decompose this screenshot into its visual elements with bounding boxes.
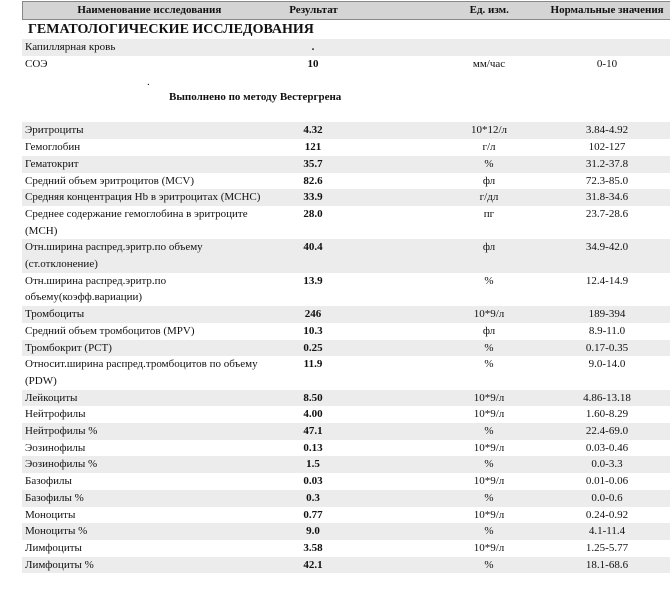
test-result: 0.13	[303, 441, 323, 454]
test-unit: фл	[482, 241, 496, 254]
test-norm: 0.0-3.3	[591, 458, 623, 471]
test-unit: %	[484, 491, 494, 504]
test-norm: 12.4-14.9	[585, 274, 629, 287]
table-row	[22, 440, 670, 457]
test-unit: 10*9/л	[473, 441, 505, 454]
test-norm: 102-127	[588, 141, 626, 154]
table-header	[22, 1, 670, 20]
test-result: 0.77	[303, 508, 323, 521]
note-dot: .	[147, 76, 150, 89]
header-unit: Ед. изм.	[469, 4, 509, 16]
test-norm: 1.25-5.77	[585, 541, 629, 554]
test-norm: 9.0-14.0	[588, 358, 626, 371]
test-norm: 0.01-0.06	[585, 475, 629, 488]
test-name: Тромбоциты	[25, 308, 85, 321]
table-row	[22, 456, 670, 473]
table-row	[22, 173, 670, 190]
test-unit: г/л	[482, 141, 496, 154]
test-norm: 4.86-13.18	[583, 391, 631, 404]
test-result: .	[311, 41, 315, 53]
test-unit: фл	[482, 174, 496, 187]
test-result: 121	[304, 141, 322, 154]
test-name: Лимфоциты %	[25, 558, 94, 571]
test-norm: 0-10	[596, 57, 618, 70]
test-name: СОЭ	[25, 57, 48, 70]
test-name: Отн.ширина распред.эритр.по объему (ст.отклонение)	[25, 241, 203, 271]
test-norm: 31.2-37.8	[585, 157, 629, 170]
table-row	[22, 340, 670, 357]
test-result: 1.5	[306, 458, 320, 471]
test-norm: 4.1-11.4	[588, 525, 626, 538]
test-norm: 72.3-85.0	[585, 174, 629, 187]
method-note	[22, 72, 670, 122]
test-result: 246	[304, 308, 322, 321]
table-row	[22, 523, 670, 540]
test-name: Эозинофилы	[25, 441, 86, 454]
table-row	[22, 206, 670, 239]
test-result: 4.32	[303, 124, 323, 137]
table-row	[22, 139, 670, 156]
test-unit: %	[484, 458, 494, 471]
table-row	[22, 390, 670, 407]
test-unit: пг	[483, 207, 495, 220]
test-result: 11.9	[303, 358, 323, 371]
test-result: 10	[307, 57, 319, 70]
test-norm: 18.1-68.6	[585, 558, 629, 571]
header-result: Результат	[289, 4, 338, 16]
test-unit: 10*9/л	[473, 475, 505, 488]
test-name: Эритроциты	[25, 124, 84, 137]
test-result: 33.9	[303, 191, 323, 204]
test-name: Лимфоциты	[25, 541, 82, 554]
table-row	[22, 306, 670, 323]
test-name: Моноциты %	[25, 525, 88, 538]
header-name: Наименование исследования	[77, 4, 222, 16]
test-norm: 8.9-11.0	[588, 324, 626, 337]
test-unit: %	[484, 157, 494, 170]
test-name: Средний объем тромбоцитов (MPV)	[25, 324, 195, 337]
test-result: 0.25	[303, 341, 323, 354]
test-result: 82.6	[303, 174, 323, 187]
test-result: 9.0	[306, 525, 320, 538]
test-unit	[434, 39, 544, 56]
test-norm: 31.8-34.6	[585, 191, 629, 204]
table-row	[22, 239, 670, 272]
test-result: 40.4	[303, 241, 323, 254]
test-unit: %	[484, 558, 494, 571]
test-unit: 10*9/л	[473, 408, 505, 421]
table-row	[22, 540, 670, 557]
test-unit: %	[484, 358, 494, 371]
test-norm: 0.17-0.35	[585, 341, 629, 354]
test-unit: 10*9/л	[473, 541, 505, 554]
test-unit: фл	[482, 324, 496, 337]
test-name: Лейкоциты	[25, 391, 78, 404]
test-result: 13.9	[303, 274, 323, 287]
test-norm: 1.60-8.29	[585, 408, 629, 421]
test-result: 3.58	[303, 541, 323, 554]
test-name: Среднее содержание гемоглобина в эритроците (MCH)	[25, 207, 248, 237]
table-row	[22, 156, 670, 173]
test-result: 8.50	[303, 391, 323, 404]
test-unit: 10*9/л	[473, 391, 505, 404]
test-norm: 3.84-4.92	[585, 124, 629, 137]
test-name: Отн.ширина распред.эритр.по объему(коэфф.вариации)	[25, 274, 167, 304]
test-result: 42.1	[303, 558, 323, 571]
test-unit: %	[484, 341, 494, 354]
test-unit: г/дл	[479, 191, 499, 204]
test-name: Капиллярная кровь	[25, 41, 116, 53]
test-norm: 189-394	[588, 308, 626, 321]
test-name: Базофилы %	[25, 491, 84, 504]
test-unit: %	[484, 425, 494, 438]
note-text: Выполнено по методу Вестергрена	[169, 91, 342, 104]
test-name: Средняя концентрация Hb в эритроцитах (MCHC)	[25, 191, 261, 204]
table-row	[22, 557, 670, 574]
test-name: Относит.ширина распред.тромбоцитов по объему (PDW)	[25, 358, 258, 387]
test-norm	[544, 39, 670, 56]
test-name: Средний объем эритроцитов (MCV)	[25, 174, 195, 187]
test-unit: %	[484, 525, 494, 538]
table-row	[22, 356, 670, 389]
test-unit: %	[484, 274, 494, 287]
test-norm: 0.0-0.6	[591, 491, 623, 504]
lab-results-table	[22, 0, 670, 573]
table-row	[22, 473, 670, 490]
table-row	[22, 56, 670, 73]
table-row	[22, 273, 670, 306]
test-result: 10.3	[303, 324, 323, 337]
test-name: Тромбокрит (PCT)	[25, 341, 112, 354]
table-row	[22, 189, 670, 206]
test-result: 35.7	[303, 157, 323, 170]
test-name: Гематокрит	[25, 157, 79, 170]
test-name: Эозинофилы %	[25, 458, 98, 471]
test-result: 0.3	[306, 491, 320, 504]
test-unit: 10*12/л	[470, 124, 508, 137]
test-result: 0.03	[303, 475, 323, 488]
table-row	[22, 406, 670, 423]
test-result: 47.1	[303, 425, 323, 438]
test-unit: мм/час	[472, 57, 506, 70]
table-row	[22, 39, 670, 56]
table-row	[22, 490, 670, 507]
section-title: ГЕМАТОЛОГИЧЕСКИЕ ИССЛЕДОВАНИЯ	[28, 22, 314, 37]
test-norm: 0.24-0.92	[585, 508, 629, 521]
test-name: Нейтрофилы %	[25, 425, 98, 438]
test-unit: 10*9/л	[473, 308, 505, 321]
table-row	[22, 507, 670, 524]
test-norm: 22.4-69.0	[585, 425, 629, 438]
test-name: Гемоглобин	[25, 141, 81, 154]
table-row	[22, 423, 670, 440]
test-norm: 34.9-42.0	[585, 241, 629, 254]
test-name: Базофилы	[25, 475, 72, 488]
table-row	[22, 122, 670, 139]
test-name: Нейтрофилы	[25, 408, 86, 421]
test-unit: 10*9/л	[473, 508, 505, 521]
table-row	[22, 323, 670, 340]
test-name: Моноциты	[25, 508, 76, 521]
test-norm: 23.7-28.6	[585, 207, 629, 220]
test-result: 4.00	[303, 408, 323, 421]
test-result: 28.0	[303, 207, 323, 220]
header-norm: Нормальные значения	[550, 4, 664, 16]
test-norm: 0.03-0.46	[585, 441, 629, 454]
